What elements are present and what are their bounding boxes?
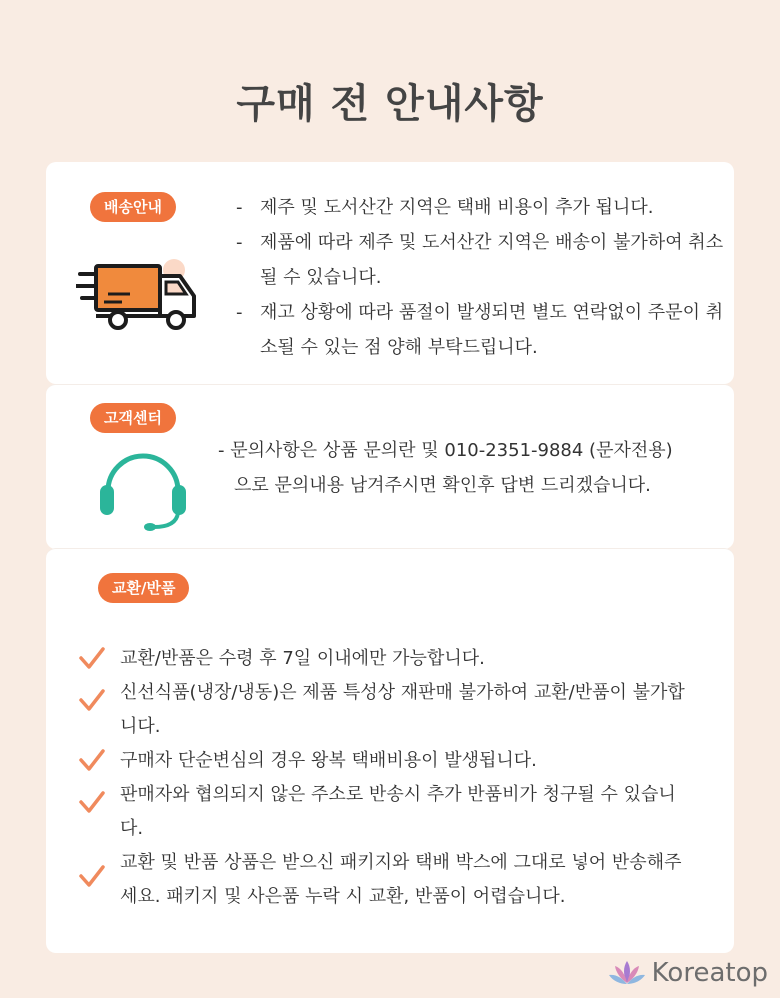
headset-icon [98, 449, 188, 533]
check-icon [78, 748, 106, 774]
customer-center-line: - 문의사항은 상품 문의란 및 010-2351-9884 (문자전용) [218, 440, 673, 461]
exchange-return-item: 교환/반품은 수령 후 7일 이내에만 가능합니다. [74, 642, 694, 676]
page-title: 구매 전 안내사항 [236, 81, 544, 127]
exchange-return-list [74, 642, 694, 914]
customer-center-text [218, 433, 728, 503]
shipping-item: - 제품에 따라 제주 및 도서산간 지역은 배송이 불가하여 취소될 수 있습니다. [236, 232, 724, 288]
check-icon [78, 646, 106, 672]
exchange-return-item: 교환 및 반품 상품은 받으신 패키지와 택배 박스에 그대로 넣어 반송해주세요. 패키지 및 사은품 누락 시 교환, 반품이 어렵습니다. [74, 846, 694, 914]
check-icon [78, 790, 106, 816]
lotus-logo-icon [608, 959, 646, 987]
exchange-return-badge: 교환/반품 [98, 573, 189, 603]
brand-watermark [608, 958, 768, 988]
customer-center-badge: 고객센터 [90, 403, 176, 433]
shipping-info-card [46, 162, 734, 384]
exchange-return-item: 판매자와 협의되지 않은 주소로 반송시 추가 반품비가 청구될 수 있습니다. [74, 778, 694, 846]
delivery-truck-icon [76, 254, 200, 334]
customer-center-line: 으로 문의내용 남겨주시면 확인후 답변 드리겠습니다. [234, 475, 651, 496]
dash: - [218, 440, 231, 461]
check-icon [78, 864, 106, 890]
exchange-return-item: 신선식품(냉장/냉동)은 제품 특성상 재판매 불가하여 교환/반품이 불가합니다. [74, 676, 694, 744]
check-icon [78, 688, 106, 714]
shipping-badge: 배송안내 [90, 192, 176, 222]
customer-center-card [46, 384, 734, 549]
exchange-return-item: 구매자 단순변심의 경우 왕복 택배비용이 발생됩니다. [74, 744, 694, 778]
shipping-item: - 제주 및 도서산간 지역은 택배 비용이 추가 됩니다. [236, 197, 654, 218]
shipping-item: - 재고 상황에 따라 품절이 발생되면 별도 연락없이 주문이 취소될 수 있는 점 양해 부탁드립니다. [236, 302, 724, 358]
brand-name: Koreatop [651, 958, 768, 988]
shipping-list [236, 190, 726, 365]
